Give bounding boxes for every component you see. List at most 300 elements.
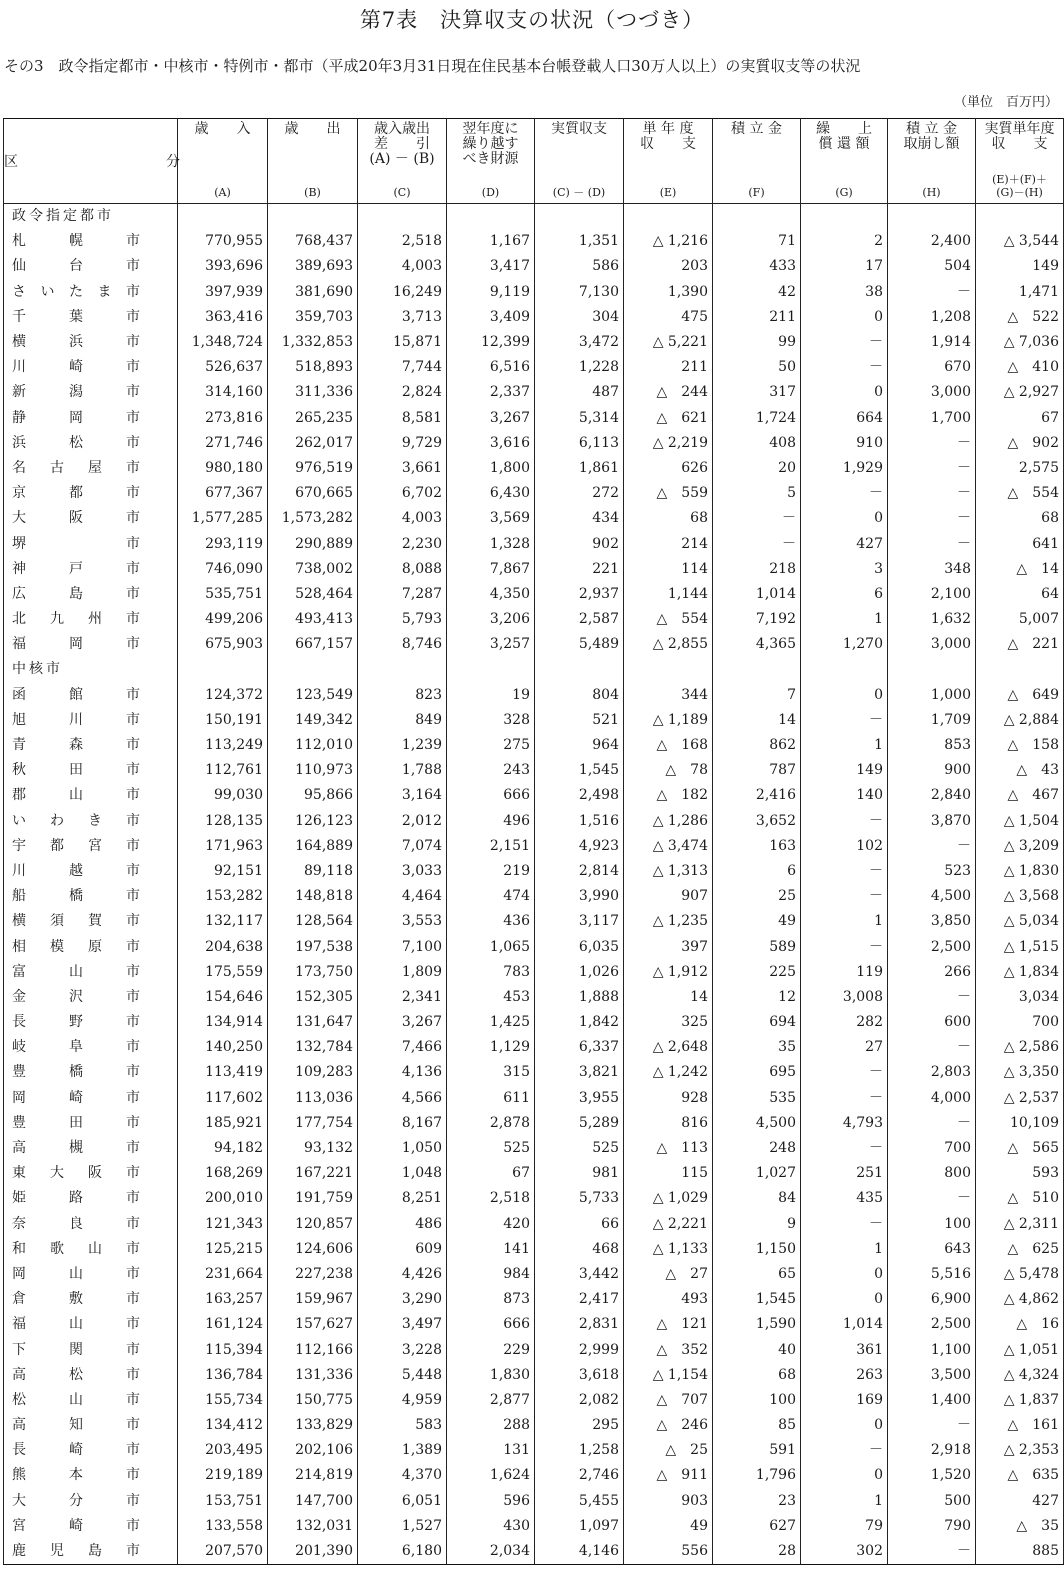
- value-cell-c: 3,228: [358, 1337, 447, 1362]
- value-cell-b: 113,036: [268, 1086, 358, 1111]
- value-cell-b: 164,889: [268, 834, 358, 859]
- value-cell-b: 148,818: [268, 884, 358, 909]
- value-cell-b: 493,413: [268, 607, 358, 632]
- value-cell-g: 302: [801, 1539, 888, 1565]
- value-cell-c: 2,824: [358, 380, 447, 405]
- header-label: 実質収支: [551, 121, 607, 137]
- value-cell-h: 4,500: [888, 884, 976, 909]
- empty-cell: [535, 657, 624, 682]
- value-cell-e: △ 911: [624, 1463, 713, 1488]
- value-cell-d: 3,616: [447, 431, 535, 456]
- value-cell-h: －: [888, 985, 976, 1010]
- city-name-cell: [4, 1212, 178, 1237]
- value-cell-b: 359,703: [268, 305, 358, 330]
- city-name: い わ き 市: [12, 812, 140, 829]
- table-row: [4, 1539, 1064, 1565]
- city-name: 高 槻 市: [12, 1140, 140, 1157]
- city-name-cell: [4, 1463, 178, 1488]
- city-name-cell: [4, 1489, 178, 1514]
- value-cell-total: △ 510: [976, 1186, 1064, 1211]
- table-row: [4, 1060, 1064, 1085]
- value-cell-cd: 4,146: [535, 1539, 624, 1565]
- value-cell-cd: 3,472: [535, 330, 624, 355]
- value-cell-b: 89,118: [268, 859, 358, 884]
- value-cell-cd: 1,228: [535, 355, 624, 380]
- city-name-cell: [4, 481, 178, 506]
- value-cell-e: △ 1,235: [624, 909, 713, 934]
- value-cell-f: 1,014: [713, 582, 801, 607]
- value-cell-total: △ 16: [976, 1312, 1064, 1337]
- value-cell-a: 185,921: [178, 1111, 268, 1136]
- value-cell-h: 3,000: [888, 632, 976, 657]
- table-row: [4, 708, 1064, 733]
- value-cell-c: 1,809: [358, 960, 447, 985]
- value-cell-cd: 2,831: [535, 1312, 624, 1337]
- value-cell-f: －: [713, 506, 801, 531]
- value-cell-a: 1,348,724: [178, 330, 268, 355]
- value-cell-h: 348: [888, 557, 976, 582]
- value-cell-e: △ 1,242: [624, 1060, 713, 1085]
- city-name-cell: [4, 355, 178, 380]
- value-cell-b: 133,829: [268, 1413, 358, 1438]
- value-cell-c: 2,012: [358, 809, 447, 834]
- value-cell-f: 591: [713, 1438, 801, 1463]
- city-name-cell: [4, 1111, 178, 1136]
- city-name: 鹿 児 島 市: [12, 1543, 140, 1560]
- value-cell-h: 5,516: [888, 1262, 976, 1287]
- city-name-cell: [4, 1237, 178, 1262]
- value-cell-f: 25: [713, 884, 801, 909]
- value-cell-h: 1,700: [888, 406, 976, 431]
- value-cell-a: 121,343: [178, 1212, 268, 1237]
- table-row: [4, 909, 1064, 934]
- value-cell-e: 1,390: [624, 280, 713, 305]
- value-cell-g: 1,929: [801, 456, 888, 481]
- category-row: [4, 204, 1064, 230]
- table-row: [4, 582, 1064, 607]
- value-cell-b: 126,123: [268, 809, 358, 834]
- value-cell-c: 4,003: [358, 506, 447, 531]
- value-cell-b: 1,332,853: [268, 330, 358, 355]
- city-name: 新 潟 市: [12, 384, 140, 401]
- value-cell-cd: 2,417: [535, 1287, 624, 1312]
- value-cell-a: 154,646: [178, 985, 268, 1010]
- city-name-cell: [4, 1413, 178, 1438]
- header-sub-label: (A): [214, 186, 231, 199]
- value-cell-cd: 3,955: [535, 1086, 624, 1111]
- empty-cell: [268, 204, 358, 230]
- value-cell-c: 8,746: [358, 632, 447, 657]
- value-cell-c: 8,088: [358, 557, 447, 582]
- value-cell-e: △ 168: [624, 733, 713, 758]
- value-cell-h: 3,500: [888, 1363, 976, 1388]
- value-cell-a: 124,372: [178, 683, 268, 708]
- city-name: 札 幌 市: [12, 233, 140, 250]
- value-cell-f: 433: [713, 254, 801, 279]
- value-cell-b: 124,606: [268, 1237, 358, 1262]
- value-cell-h: －: [888, 431, 976, 456]
- value-cell-e: △ 244: [624, 380, 713, 405]
- empty-cell: [976, 657, 1064, 682]
- value-cell-g: －: [801, 1136, 888, 1161]
- value-cell-d: 2,518: [447, 1186, 535, 1211]
- value-cell-f: 42: [713, 280, 801, 305]
- value-cell-f: 787: [713, 758, 801, 783]
- value-cell-c: 2,341: [358, 985, 447, 1010]
- value-cell-cd: 3,117: [535, 909, 624, 934]
- empty-cell: [801, 657, 888, 682]
- value-cell-e: 325: [624, 1010, 713, 1035]
- value-cell-f: 1,545: [713, 1287, 801, 1312]
- value-cell-f: 1,724: [713, 406, 801, 431]
- value-cell-a: 113,249: [178, 733, 268, 758]
- value-cell-total: △ 2,586: [976, 1035, 1064, 1060]
- value-cell-a: 140,250: [178, 1035, 268, 1060]
- value-cell-e: △ 1,154: [624, 1363, 713, 1388]
- value-cell-f: 20: [713, 456, 801, 481]
- value-cell-d: 1,167: [447, 229, 535, 254]
- value-cell-b: 311,336: [268, 380, 358, 405]
- settlement-table: [3, 118, 1064, 1565]
- value-cell-a: 1,577,285: [178, 506, 268, 531]
- value-cell-f: 71: [713, 229, 801, 254]
- value-cell-total: △ 221: [976, 632, 1064, 657]
- value-cell-e: △ 1,912: [624, 960, 713, 985]
- city-name-cell: [4, 506, 178, 531]
- value-cell-f: 7: [713, 683, 801, 708]
- value-cell-cd: 5,289: [535, 1111, 624, 1136]
- value-cell-cd: 5,314: [535, 406, 624, 431]
- value-cell-b: 197,538: [268, 934, 358, 959]
- city-name-cell: [4, 1312, 178, 1337]
- city-name-cell: [4, 632, 178, 657]
- value-cell-f: 589: [713, 934, 801, 959]
- value-cell-a: 113,419: [178, 1060, 268, 1085]
- value-cell-f: 4,500: [713, 1111, 801, 1136]
- value-cell-c: 7,100: [358, 934, 447, 959]
- table-row: [4, 355, 1064, 380]
- value-cell-e: △ 707: [624, 1388, 713, 1413]
- value-cell-b: 976,519: [268, 456, 358, 481]
- value-cell-d: 666: [447, 1312, 535, 1337]
- header-label: 歳 入: [194, 121, 251, 137]
- value-cell-g: 2: [801, 229, 888, 254]
- header-label: 歳入歳出 差 引 (A) － (B): [369, 121, 435, 167]
- value-cell-g: 0: [801, 380, 888, 405]
- city-name-cell: [4, 708, 178, 733]
- value-cell-total: △ 2,537: [976, 1086, 1064, 1111]
- table-row: [4, 960, 1064, 985]
- value-cell-c: 7,287: [358, 582, 447, 607]
- value-cell-g: 664: [801, 406, 888, 431]
- category-label: 中核市: [4, 657, 178, 682]
- value-cell-g: 0: [801, 305, 888, 330]
- value-cell-cd: 804: [535, 683, 624, 708]
- value-cell-d: 984: [447, 1262, 535, 1287]
- value-cell-total: △ 1,837: [976, 1388, 1064, 1413]
- value-cell-g: 910: [801, 431, 888, 456]
- table-row: [4, 1136, 1064, 1161]
- value-cell-h: 1,400: [888, 1388, 976, 1413]
- value-cell-g: 1: [801, 1489, 888, 1514]
- value-cell-a: 770,955: [178, 229, 268, 254]
- value-cell-e: 344: [624, 683, 713, 708]
- value-cell-d: 4,350: [447, 582, 535, 607]
- table-row: [4, 1514, 1064, 1539]
- value-cell-g: 1: [801, 1237, 888, 1262]
- city-name: 京 都 市: [12, 485, 140, 502]
- value-cell-f: 50: [713, 355, 801, 380]
- value-cell-b: 123,549: [268, 683, 358, 708]
- value-cell-c: 3,661: [358, 456, 447, 481]
- value-cell-d: 453: [447, 985, 535, 1010]
- table-row: [4, 1111, 1064, 1136]
- value-cell-c: 2,230: [358, 531, 447, 556]
- header-sub-label: (H): [922, 186, 941, 199]
- value-cell-f: 1,590: [713, 1312, 801, 1337]
- table-row: [4, 632, 1064, 657]
- city-name: 川 崎 市: [12, 359, 140, 376]
- value-cell-b: 290,889: [268, 531, 358, 556]
- value-cell-e: △ 25: [624, 1438, 713, 1463]
- header-col-5: [535, 119, 624, 204]
- value-cell-c: 7,466: [358, 1035, 447, 1060]
- value-cell-b: 95,866: [268, 783, 358, 808]
- value-cell-total: △ 1,051: [976, 1337, 1064, 1362]
- value-cell-d: 1,624: [447, 1463, 535, 1488]
- value-cell-c: 8,581: [358, 406, 447, 431]
- value-cell-total: △ 2,311: [976, 1212, 1064, 1237]
- value-cell-f: 627: [713, 1514, 801, 1539]
- value-cell-h: －: [888, 280, 976, 305]
- city-name: 豊 田 市: [12, 1114, 140, 1131]
- value-cell-c: 1,239: [358, 733, 447, 758]
- value-cell-cd: 5,455: [535, 1489, 624, 1514]
- value-cell-g: 0: [801, 1413, 888, 1438]
- value-cell-h: 2,400: [888, 229, 976, 254]
- value-cell-g: 79: [801, 1514, 888, 1539]
- value-cell-h: 504: [888, 254, 976, 279]
- city-name: 岡 山 市: [12, 1265, 140, 1282]
- value-cell-e: △ 1,286: [624, 809, 713, 834]
- value-cell-a: 153,751: [178, 1489, 268, 1514]
- table-row: [4, 1388, 1064, 1413]
- value-cell-b: 214,819: [268, 1463, 358, 1488]
- value-cell-g: 1: [801, 909, 888, 934]
- value-cell-d: 2,034: [447, 1539, 535, 1565]
- value-cell-total: △ 1,504: [976, 809, 1064, 834]
- header-label: 単 年 度 収 支: [640, 121, 696, 152]
- value-cell-b: 738,002: [268, 557, 358, 582]
- value-cell-g: 427: [801, 531, 888, 556]
- value-cell-a: 397,939: [178, 280, 268, 305]
- value-cell-h: 1,520: [888, 1463, 976, 1488]
- value-cell-h: －: [888, 531, 976, 556]
- value-cell-g: 251: [801, 1161, 888, 1186]
- city-name: 松 山 市: [12, 1391, 140, 1408]
- value-cell-e: 928: [624, 1086, 713, 1111]
- value-cell-a: 203,495: [178, 1438, 268, 1463]
- value-cell-total: △ 554: [976, 481, 1064, 506]
- value-cell-g: 435: [801, 1186, 888, 1211]
- value-cell-g: 1,014: [801, 1312, 888, 1337]
- value-cell-h: 2,500: [888, 934, 976, 959]
- value-cell-f: －: [713, 531, 801, 556]
- value-cell-a: 363,416: [178, 305, 268, 330]
- value-cell-a: 150,191: [178, 708, 268, 733]
- value-cell-g: －: [801, 355, 888, 380]
- value-cell-total: △ 3,568: [976, 884, 1064, 909]
- city-name-cell: [4, 683, 178, 708]
- value-cell-a: 171,963: [178, 834, 268, 859]
- value-cell-b: 112,166: [268, 1337, 358, 1362]
- value-cell-cd: 2,587: [535, 607, 624, 632]
- value-cell-c: 4,959: [358, 1388, 447, 1413]
- value-cell-b: 177,754: [268, 1111, 358, 1136]
- value-cell-e: △ 1,216: [624, 229, 713, 254]
- city-name-cell: [4, 1010, 178, 1035]
- value-cell-c: 15,871: [358, 330, 447, 355]
- value-cell-c: 7,074: [358, 834, 447, 859]
- value-cell-f: 163: [713, 834, 801, 859]
- value-cell-cd: 2,498: [535, 783, 624, 808]
- value-cell-e: △ 182: [624, 783, 713, 808]
- value-cell-a: 153,282: [178, 884, 268, 909]
- value-cell-a: 128,135: [178, 809, 268, 834]
- value-cell-b: 112,010: [268, 733, 358, 758]
- table-row: [4, 1186, 1064, 1211]
- value-cell-e: △ 2,221: [624, 1212, 713, 1237]
- value-cell-h: 100: [888, 1212, 976, 1237]
- value-cell-h: －: [888, 834, 976, 859]
- city-name-cell: [4, 1136, 178, 1161]
- value-cell-e: △ 5,221: [624, 330, 713, 355]
- value-cell-b: 149,342: [268, 708, 358, 733]
- value-cell-h: 1,632: [888, 607, 976, 632]
- value-cell-f: 100: [713, 1388, 801, 1413]
- value-cell-c: 4,426: [358, 1262, 447, 1287]
- value-cell-c: 3,713: [358, 305, 447, 330]
- header-col-9: [888, 119, 976, 204]
- value-cell-b: 132,031: [268, 1514, 358, 1539]
- value-cell-h: －: [888, 1413, 976, 1438]
- value-cell-d: 229: [447, 1337, 535, 1362]
- value-cell-b: 157,627: [268, 1312, 358, 1337]
- value-cell-d: 496: [447, 809, 535, 834]
- value-cell-g: －: [801, 1086, 888, 1111]
- city-name: 岡 崎 市: [12, 1089, 140, 1106]
- header-sub-label: (E)＋(F)＋ (G)－(H): [992, 173, 1047, 199]
- city-name: 横 須 賀 市: [12, 913, 140, 930]
- value-cell-total: △ 161: [976, 1413, 1064, 1438]
- value-cell-h: －: [888, 481, 976, 506]
- value-cell-h: 790: [888, 1514, 976, 1539]
- city-name: 福 岡 市: [12, 636, 140, 653]
- city-name-cell: [4, 280, 178, 305]
- value-cell-e: △ 246: [624, 1413, 713, 1438]
- city-name: 名 古 屋 市: [12, 459, 140, 476]
- city-name: 金 沢 市: [12, 988, 140, 1005]
- value-cell-b: 265,235: [268, 406, 358, 431]
- value-cell-f: 225: [713, 960, 801, 985]
- city-name-cell: [4, 531, 178, 556]
- value-cell-e: 114: [624, 557, 713, 582]
- value-cell-h: 6,900: [888, 1287, 976, 1312]
- value-cell-e: 68: [624, 506, 713, 531]
- value-cell-e: △ 1,313: [624, 859, 713, 884]
- value-cell-d: 1,830: [447, 1363, 535, 1388]
- city-name: 宮 崎 市: [12, 1517, 140, 1534]
- empty-cell: [358, 657, 447, 682]
- value-cell-b: 109,283: [268, 1060, 358, 1085]
- value-cell-d: 243: [447, 758, 535, 783]
- value-cell-cd: 6,337: [535, 1035, 624, 1060]
- value-cell-d: 6,516: [447, 355, 535, 380]
- value-cell-g: －: [801, 1438, 888, 1463]
- value-cell-h: 700: [888, 1136, 976, 1161]
- value-cell-f: 695: [713, 1060, 801, 1085]
- value-cell-a: 133,558: [178, 1514, 268, 1539]
- value-cell-b: 389,693: [268, 254, 358, 279]
- value-cell-h: 1,208: [888, 305, 976, 330]
- table-row: [4, 531, 1064, 556]
- table-row: [4, 884, 1064, 909]
- city-name-cell: [4, 254, 178, 279]
- value-cell-f: 9: [713, 1212, 801, 1237]
- value-cell-b: 227,238: [268, 1262, 358, 1287]
- table-row: [4, 985, 1064, 1010]
- header-sub-label: (D): [481, 186, 500, 199]
- city-name: 青 森 市: [12, 737, 140, 754]
- value-cell-f: 211: [713, 305, 801, 330]
- value-cell-d: 141: [447, 1237, 535, 1262]
- table-row: [4, 1413, 1064, 1438]
- value-cell-h: －: [888, 1111, 976, 1136]
- value-cell-f: 218: [713, 557, 801, 582]
- value-cell-cd: 221: [535, 557, 624, 582]
- value-cell-c: 3,290: [358, 1287, 447, 1312]
- value-cell-a: 499,206: [178, 607, 268, 632]
- value-cell-e: △ 78: [624, 758, 713, 783]
- value-cell-c: 8,167: [358, 1111, 447, 1136]
- value-cell-b: 202,106: [268, 1438, 358, 1463]
- value-cell-d: 666: [447, 783, 535, 808]
- value-cell-e: △ 1,029: [624, 1186, 713, 1211]
- value-cell-cd: 6,113: [535, 431, 624, 456]
- value-cell-g: －: [801, 708, 888, 733]
- value-cell-d: 19: [447, 683, 535, 708]
- value-cell-e: △ 621: [624, 406, 713, 431]
- value-cell-c: 823: [358, 683, 447, 708]
- empty-cell: [178, 657, 268, 682]
- table-row: [4, 834, 1064, 859]
- value-cell-f: 1,796: [713, 1463, 801, 1488]
- value-cell-e: △ 113: [624, 1136, 713, 1161]
- value-cell-d: 3,409: [447, 305, 535, 330]
- value-cell-d: 2,151: [447, 834, 535, 859]
- header-col-6: [624, 119, 713, 204]
- value-cell-total: 149: [976, 254, 1064, 279]
- value-cell-d: 12,399: [447, 330, 535, 355]
- value-cell-h: －: [888, 1186, 976, 1211]
- value-cell-a: 136,784: [178, 1363, 268, 1388]
- value-cell-total: 700: [976, 1010, 1064, 1035]
- value-cell-a: 207,570: [178, 1539, 268, 1565]
- category-label: 政令指定都市: [4, 204, 178, 230]
- city-name-cell: [4, 305, 178, 330]
- value-cell-e: △ 27: [624, 1262, 713, 1287]
- value-cell-c: 609: [358, 1237, 447, 1262]
